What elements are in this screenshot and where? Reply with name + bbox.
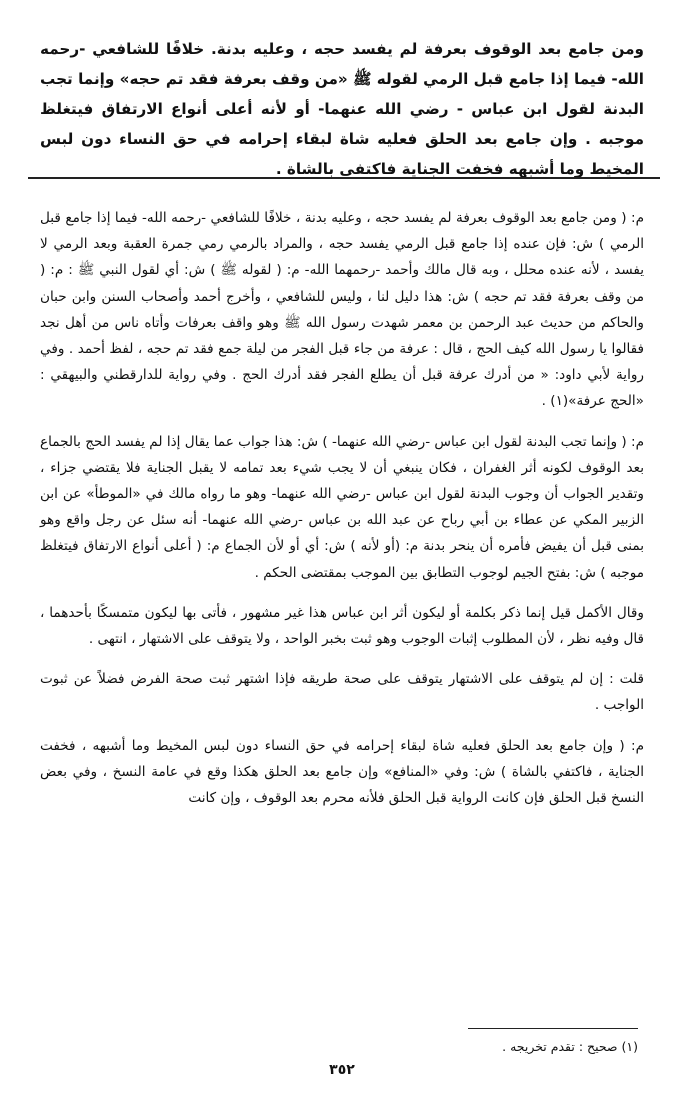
commentary-paragraph: م: ( وإن جامع بعد الحلق فعليه شاة لبقاء إحرامه في حق النساء دون لبس المخيط وما أشبهه ، فخفت الجناية ، فاكتفي بالشاة ) ش: وفي «المنافع» وإن جامع بعد الحلق هكذا وقع في عامة النسخ ، وفي بعض النسخ قبل الحلق فإن كانت الرواية قبل الحلق فلأنه محرم بعد الوقوف ، وإن كانت (40, 737, 644, 807)
footnote-divider (468, 1028, 638, 1029)
commentary-block (40, 205, 644, 825)
commentary-paragraph: قلت : إن لم يتوقف على الاشتهار يتوقف على صحة طريقه فإذا اشتهر ثبت صحة الفرض فضلاً عن ثبوت الواجب . (40, 671, 644, 714)
commentary-paragraph: م: ( ومن جامع بعد الوقوف بعرفة لم يفسد حجه ، وعليه بدنة ، خلافًا للشافعي -رحمه الله- فيما إذا جامع قبل الرمي ) ش: فإن عنده إذا جامع قبل الرمي يفسد حجه ، والمراد بالرمي رمي جمرة العقبة وبعد الرمي لا يفسد ، لأنه عنده محلل ، وبه قال مالك وأحمد -رحمهما الله- م: ( لقوله ﷺ ) ش: أي لقول النبي ﷺ : م: ( من وقف بعرفة فقد تم حجه ) ش: هذا دليل لنا ، وليس للشافعي ، وأخرج أحمد وأصحاب السنن وابن حبان والحاكم من حديث عبد الرحمن بن معمر شهدت رسول الله ﷺ وهو واقف بعرفات وأتاه ناس من أهل نجد فقالوا يا رسول الله كيف الحج ، قال : عرفة من جاء قبل الفجر من ليلة جمع فقد تم حجه ، لفظ أحمد . وفي رواية لأبي داود: « من أدرك عرفة قبل أن يطلع الفجر فقد أدرك الحج . وفي رواية للدارقطني والبيهقي : «الحج عرفة»(١) . (40, 210, 644, 410)
main-text-block (40, 34, 644, 184)
main-text: ومن جامع بعد الوقوف بعرفة لم يفسد حجه ، وعليه بدنة. خلافًا للشافعي -رحمه الله- فيما إذا جامع قبل الرمي لقوله ﷺ «من وقف بعرفة فقد تم حجه» وإنما تجب البدنة لقول ابن عباس - رضي الله عنهما- أو لأنه أعلى أنواع الارتفاق فيتغلظ موجبه . وإن جامع بعد الحلق فعليه شاة لبقاء إحرامه في حق النساء دون لبس المخيط وما أشبهه فخفت الجناية فاكتفى بالشاة . (40, 40, 644, 178)
page-number: ٣٥٢ (329, 1062, 355, 1078)
footnote: (١) صحيح : تقدم تخريجه . (502, 1039, 638, 1054)
main-divider (28, 177, 660, 179)
commentary-paragraph: م: ( وإنما تجب البدنة لقول ابن عباس -رضي الله عنهما- ) ش: هذا جواب عما يقال إذا لم يفسد الحج بالجماع بعد الوقوف لكونه أثر الغفران ، فكان ينبغي أن لا يجب شيء بعد تمامه لا يقبل الجناية فلا يقتضي جزاء ، وتقدير الجواب أن وجوب البدنة لقول ابن عباس -رضي الله عنهما- وهو ما رواه مالك في «الموطأ» عن ابن الزبير المكي عن عطاء بن أبي رباح عن عبد الله بن عباس -رضي الله عنهما- أنه سئل عن رجل واقع وهو بمنى قبل أن يفيض فأمره أن ينحر بدنة م: (أو لأنه ) ش: أي أو لأن الجماع م: ( أعلى أنواع الارتفاق فيتغلظ موجبه ) ش: بفتح الجيم لوجوب التطابق بين الموجب بمقتضى الحكم . (40, 433, 644, 581)
commentary-paragraph: وقال الأكمل قيل إنما ذكر بكلمة أو ليكون أثر ابن عباس هذا غير مشهور ، فأتى بها ليكون متمسكًا بأحدهما ، قال وفيه نظر ، لأن المطلوب إثبات الوجوب وهو ثبت بخبر الواحد ، ولا يتوقف على الاشتهار ، انتهى . (40, 604, 644, 648)
